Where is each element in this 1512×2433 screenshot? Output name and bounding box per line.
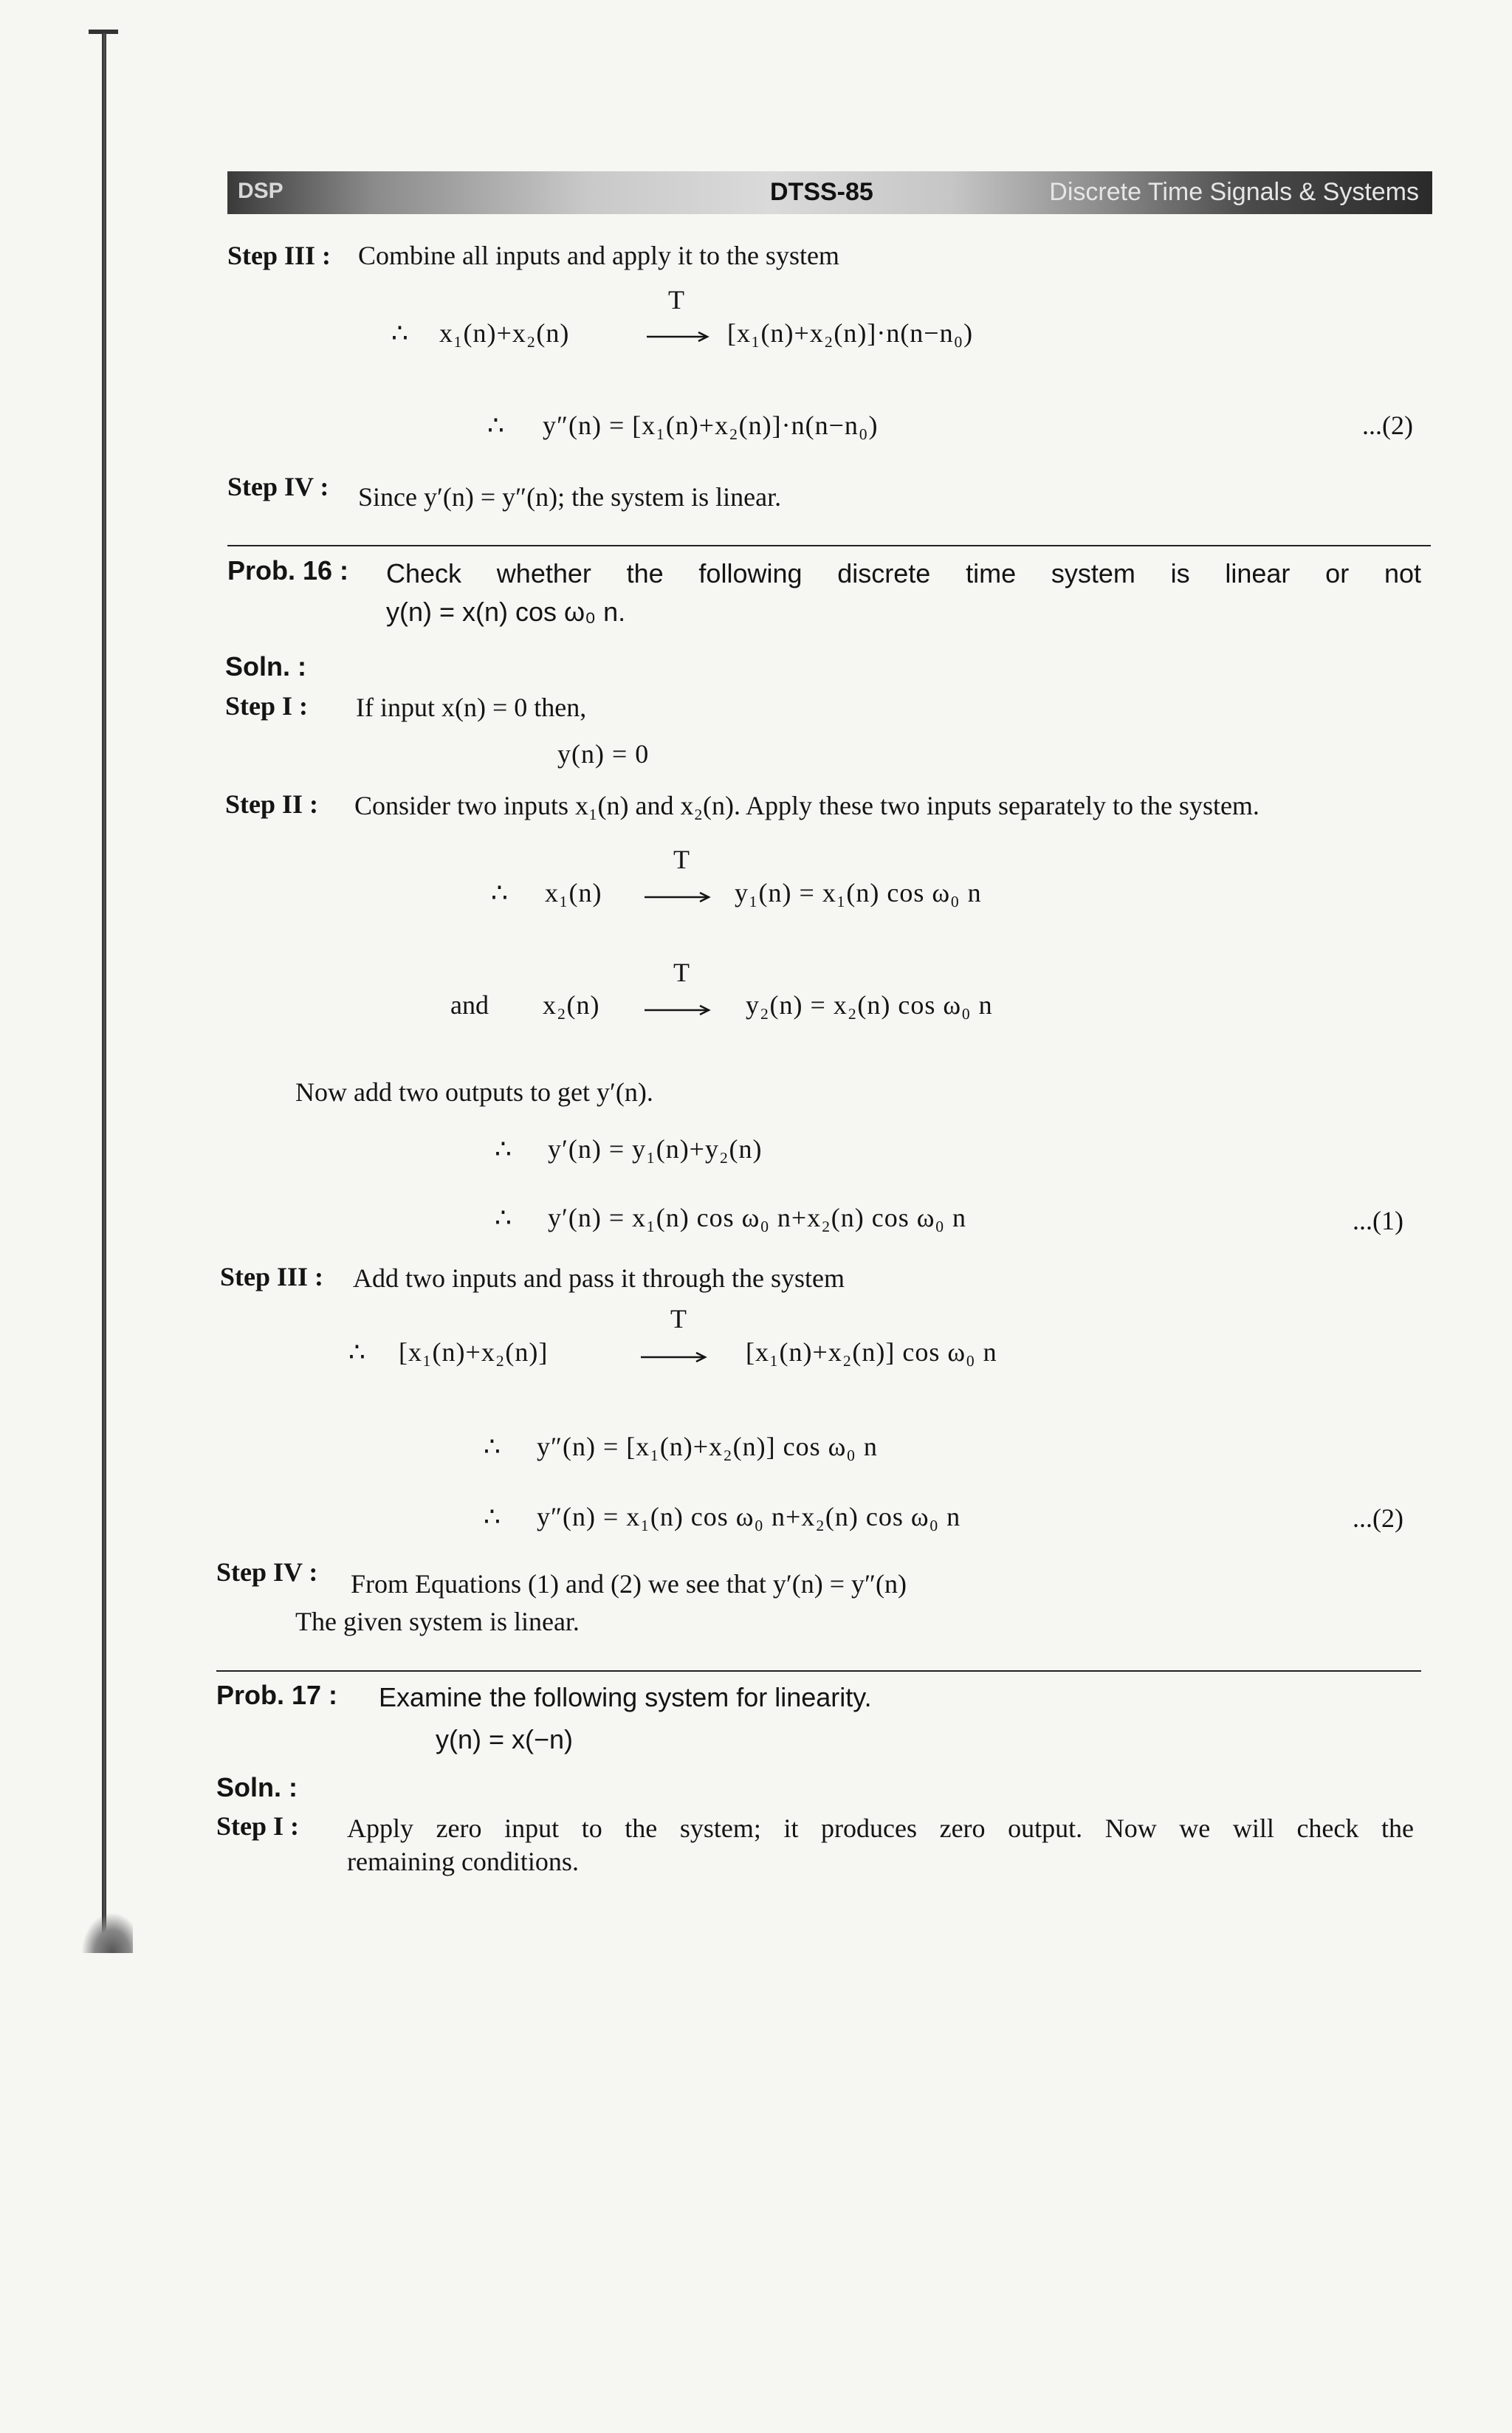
system-arrow: [645, 1004, 715, 1016]
step1-label: Step I :: [216, 1811, 300, 1841]
word: following: [698, 558, 803, 588]
prob17-eq: y(n) = x(−n): [436, 1724, 574, 1754]
word: check: [1296, 1813, 1359, 1843]
sum-eq-2: y′(n) = x₁(n) cos ω₀ n+x₂(n) cos ω₀ n: [548, 1203, 966, 1232]
word: we: [1179, 1813, 1211, 1843]
step1-label: Step I :: [225, 691, 309, 721]
therefore-symbol: ∴: [495, 1203, 512, 1232]
step2-text: Consider two inputs x₁(n) and x₂(n). Apply these two inputs separately to the system.: [354, 791, 1260, 820]
word: zero: [939, 1813, 986, 1843]
word: Check: [386, 558, 462, 588]
prob17-step1-line2: remaining conditions.: [347, 1847, 579, 1876]
equation-ref: ...(1): [1353, 1206, 1403, 1235]
word: the: [626, 558, 664, 588]
chapter-title: Discrete Time Signals & Systems: [1049, 178, 1419, 206]
y-double-prime-eq: y″(n) = [x₁(n)+x₂(n)]·n(n−n₀): [543, 411, 879, 440]
word: input: [504, 1813, 560, 1843]
combined-output: [x₁(n)+x₂(n)] cos ω₀ n: [746, 1337, 997, 1367]
binding-smudge: [81, 1912, 133, 1953]
system-arrow: [641, 1351, 711, 1363]
step4-text: From Equations (1) and (2) we see that y′(n) = y″(n): [351, 1569, 907, 1599]
y-double-prime-eq-1: y″(n) = [x₁(n)+x₂(n)] cos ω₀ n: [537, 1432, 878, 1461]
word: is: [1170, 558, 1190, 588]
y-double-prime-eq-2: y″(n) = x₁(n) cos ω₀ n+x₂(n) cos ω₀ n: [537, 1502, 961, 1531]
add-outputs-text: Now add two outputs to get y′(n).: [295, 1077, 653, 1107]
word: whether: [496, 558, 591, 588]
section-divider: [216, 1670, 1421, 1672]
sum-eq-1: y′(n) = y₁(n)+y₂(n): [548, 1134, 763, 1164]
word: to: [581, 1813, 602, 1843]
word: discrete: [837, 558, 931, 588]
word: or: [1325, 558, 1350, 588]
output-y1-eq: y₁(n) = x₁(n) cos ω₀ n: [735, 878, 982, 907]
word: it: [783, 1813, 799, 1843]
combined-output-eq: [x₁(n)+x₂(n)]·n(n−n₀): [727, 318, 974, 348]
word: the: [1381, 1813, 1414, 1843]
step4-label: Step IV :: [216, 1557, 318, 1587]
step3-text: Add two inputs and pass it through the system: [353, 1263, 845, 1293]
prob17-statement: Examine the following system for linearity.: [379, 1682, 872, 1712]
input-x1: x₁(n): [545, 878, 602, 907]
word: linear: [1225, 558, 1291, 588]
combined-input: [x₁(n)+x₂(n)]: [399, 1337, 549, 1367]
word: the: [625, 1813, 658, 1843]
word: zero: [436, 1813, 482, 1843]
prob17-label: Prob. 17 :: [216, 1680, 338, 1710]
prob16-statement-line2: y(n) = x(n) cos ω₀ n.: [386, 597, 626, 627]
t-label: T: [668, 285, 684, 315]
binding-edge: [102, 33, 106, 1946]
prob17-step1-line1: [347, 1813, 1414, 1844]
word: will: [1232, 1813, 1274, 1843]
combined-input-eq: x₁(n)+x₂(n): [439, 318, 570, 348]
soln-label: Soln. :: [225, 651, 306, 682]
therefore-symbol: ∴: [484, 1502, 501, 1531]
word: system;: [679, 1813, 761, 1843]
step3-text: Combine all inputs and apply it to the system: [358, 241, 839, 270]
equation-ref: ...(2): [1353, 1503, 1403, 1533]
therefore-symbol: ∴: [348, 1337, 365, 1367]
therefore-symbol: ∴: [491, 878, 508, 907]
word: Now: [1104, 1813, 1157, 1843]
therefore-symbol: ∴: [484, 1432, 501, 1461]
therefore-symbol: ∴: [487, 411, 504, 440]
word: output.: [1008, 1813, 1083, 1843]
therefore-symbol: ∴: [391, 318, 408, 348]
soln-label: Soln. :: [216, 1772, 298, 1802]
word: time: [966, 558, 1017, 588]
input-x2: x₂(n): [543, 990, 600, 1020]
zero-output-eq: y(n) = 0: [557, 739, 650, 769]
prob16-label: Prob. 16 :: [227, 555, 349, 586]
step3-label: Step III :: [220, 1262, 324, 1291]
prob16-statement-line1: [386, 558, 1421, 589]
step4-text: Since y′(n) = y″(n); the system is linear.: [358, 482, 782, 512]
page-header: [227, 171, 1432, 214]
t-label: T: [673, 845, 690, 874]
word: Apply: [347, 1813, 413, 1843]
conclusion-text: The given system is linear.: [295, 1607, 580, 1636]
therefore-symbol: ∴: [495, 1134, 512, 1164]
and-label: and: [450, 990, 489, 1020]
output-y2-eq: y₂(n) = x₂(n) cos ω₀ n: [746, 990, 993, 1020]
equation-ref: ...(2): [1362, 411, 1413, 440]
section-divider: [227, 545, 1431, 546]
step2-label: Step II :: [225, 789, 319, 819]
word: system: [1051, 558, 1135, 588]
step1-text: If input x(n) = 0 then,: [356, 693, 587, 722]
header-left-text: DSP: [238, 179, 284, 203]
page-number: DTSS-85: [770, 178, 873, 206]
system-arrow: [645, 891, 715, 903]
word: not: [1384, 558, 1421, 588]
t-label: T: [673, 958, 690, 987]
t-label: T: [670, 1304, 687, 1334]
system-arrow: [647, 331, 713, 343]
word: produces: [821, 1813, 918, 1843]
step4-label: Step IV :: [227, 472, 329, 501]
step3-label: Step III :: [227, 241, 331, 270]
